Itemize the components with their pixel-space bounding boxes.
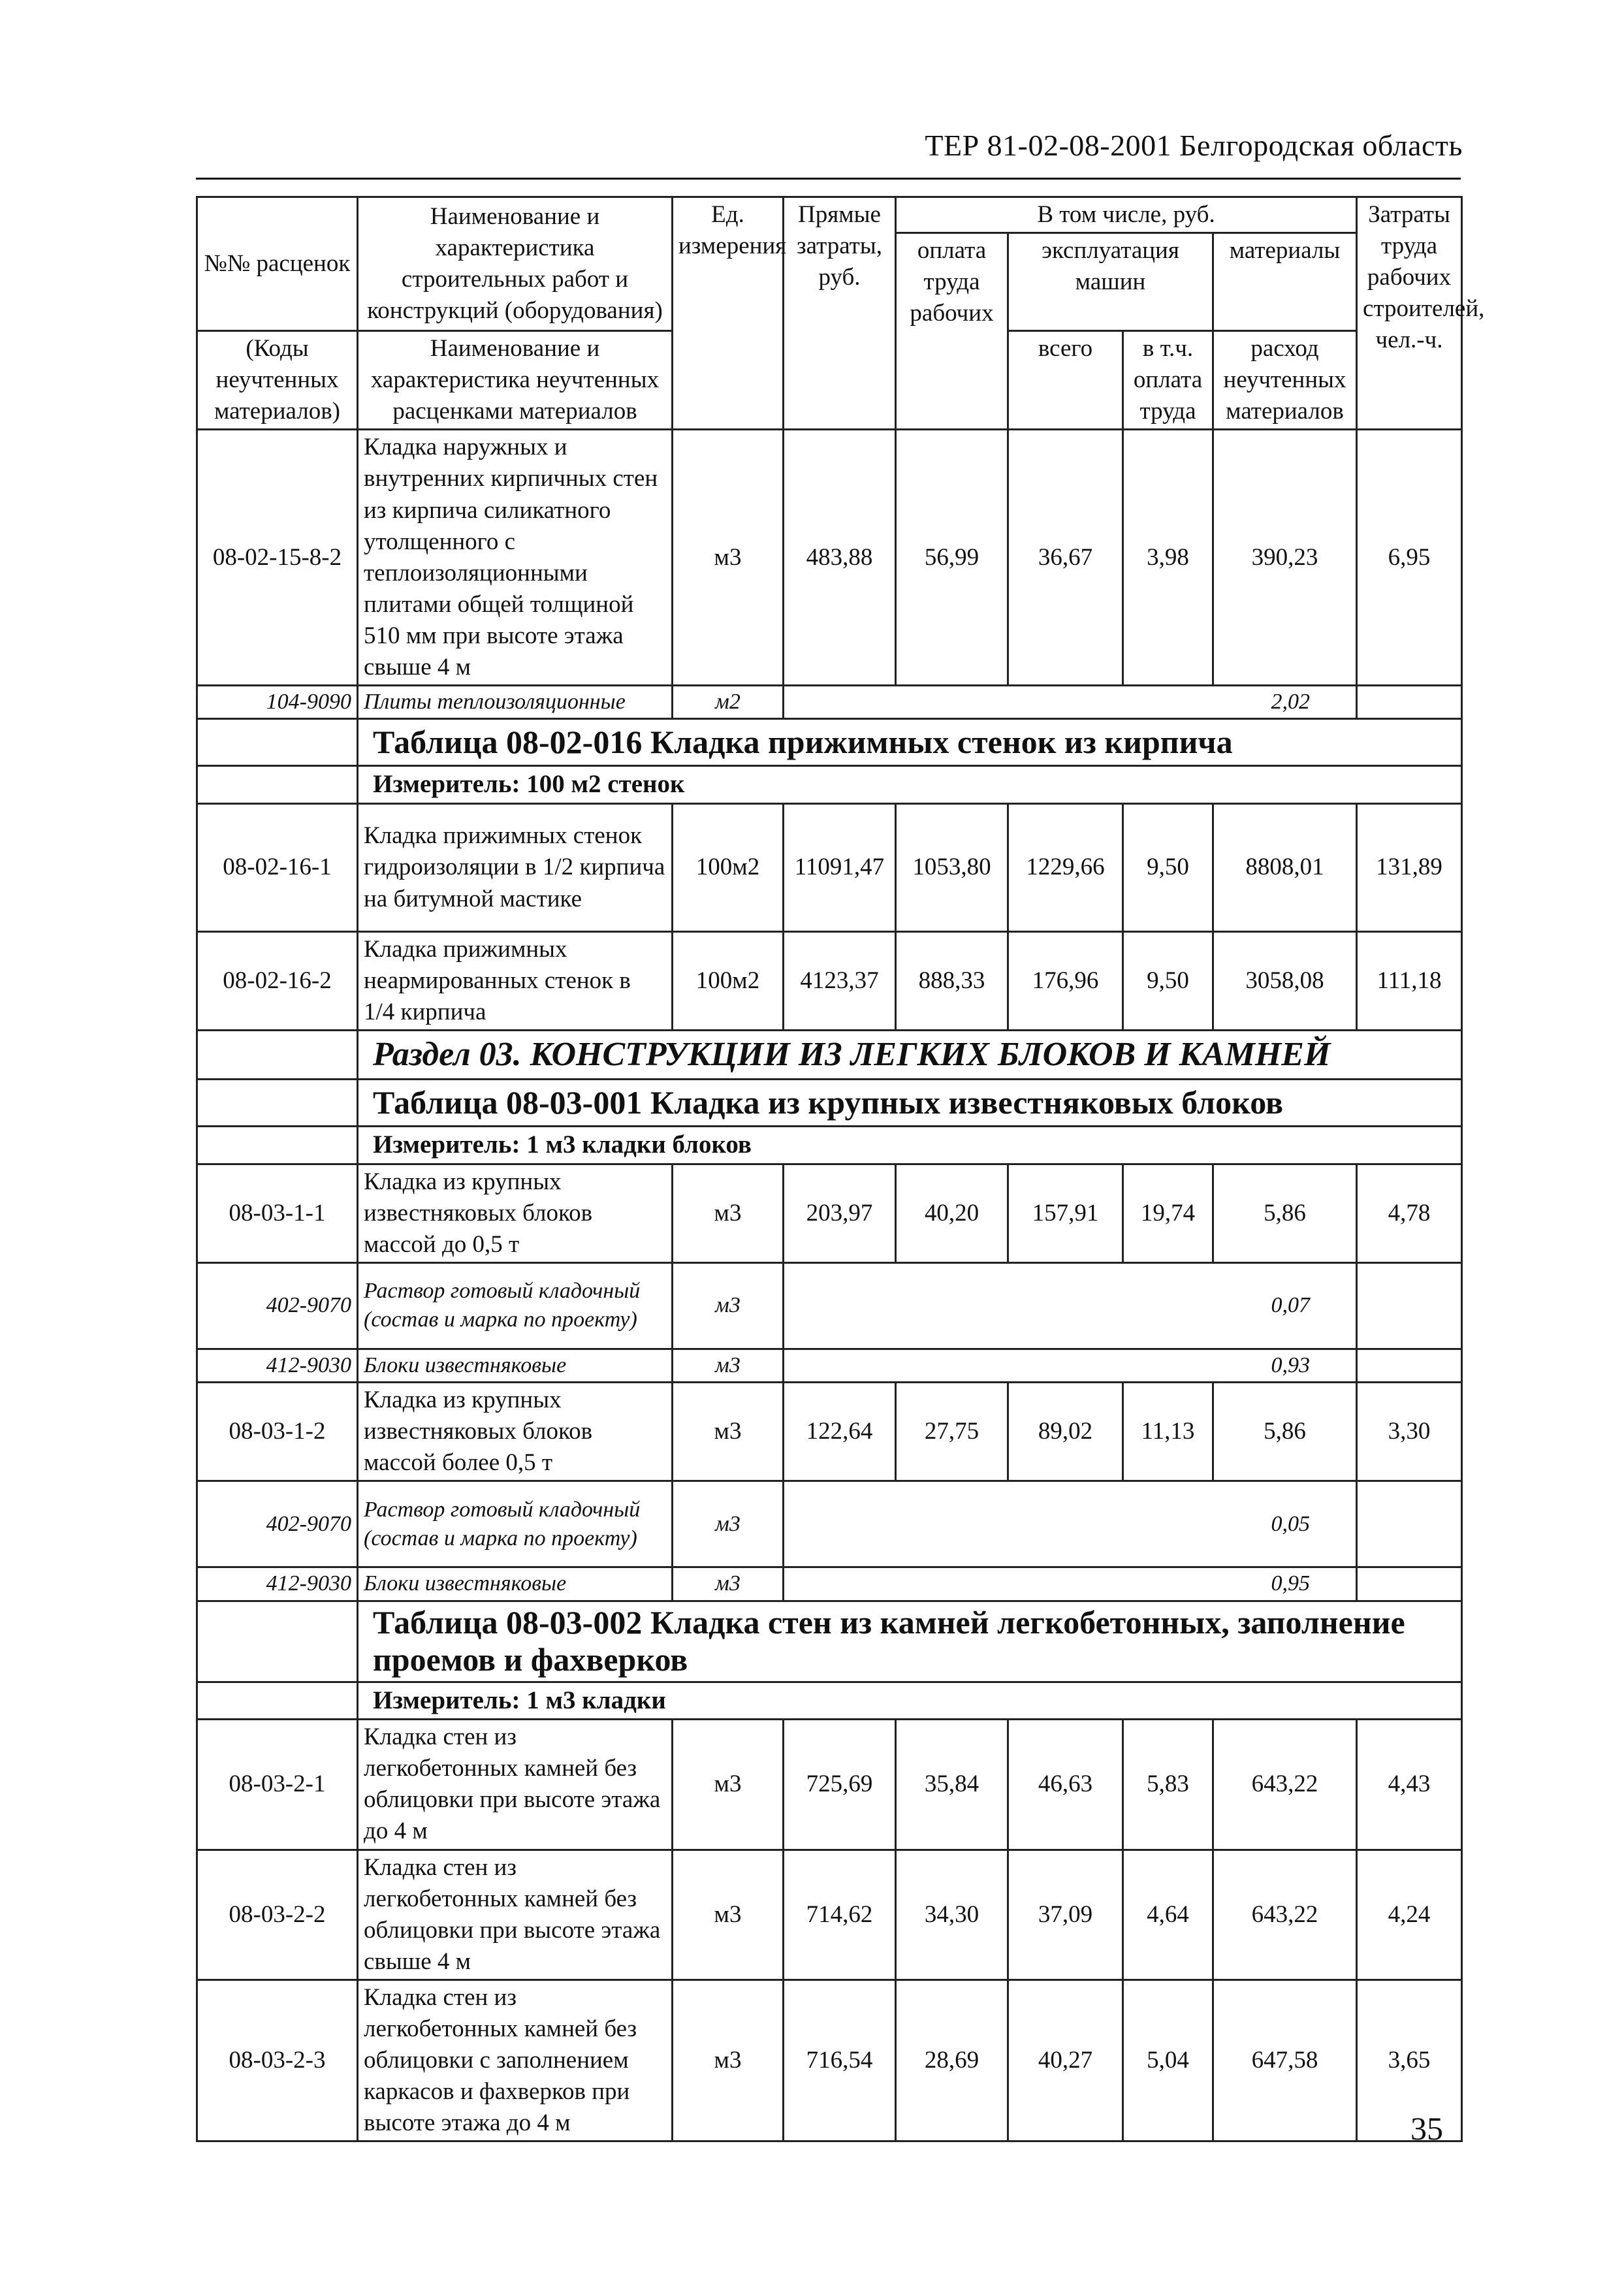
measure-label: Измеритель: 1 м3 кладки блоков [358, 1126, 1462, 1164]
col-incl: В том числе, руб. [896, 197, 1357, 233]
page-number: 35 [1410, 2110, 1443, 2147]
section-title: Раздел 03. КОНСТРУКЦИИ ИЗ ЛЕГКИХ БЛОКОВ И КАМНЕЙ [358, 1031, 1462, 1080]
material-row: 402-9070 Раствор готовый кладочный (состав и марка по проекту) м3 0,05 [197, 1481, 1462, 1567]
table-title: Таблица 08-02-016 Кладка прижимных стенок из кирпича [358, 719, 1462, 766]
col-consumption: расход неучтенных материалов [1213, 331, 1357, 430]
material-row: 104-9090 Плиты теплоизоляционные м2 2,02 [197, 686, 1462, 719]
document-header: ТЕР 81-02-08-2001 Белгородская область [925, 129, 1463, 162]
col-direct: Прямые затраты, руб. [784, 197, 896, 430]
col-name-materials: Наименование и характеристика неучтенных расценками материалов [358, 331, 673, 430]
table-row: 08-03-1-2 Кладка из крупных известняковых блоков массой более 0,5 т м3 122,64 27,75 89,02 11,13 5,86 3,30 [197, 1383, 1462, 1481]
col-materials: материалы [1213, 233, 1357, 331]
material-row: 402-9070 Раствор готовый кладочный (состав и марка по проекту) м3 0,07 [197, 1262, 1462, 1349]
table-row: 08-03-2-1 Кладка стен из легкобетонных камней без облицовки при высоте этажа до 4 м м3 725,69 35,84 46,63 5,83 643,22 4,43 [197, 1720, 1462, 1850]
header-rule [196, 178, 1461, 180]
table-row: 08-02-16-1 Кладка прижимных стенок гидроизоляции в 1/2 кирпича на битумной мастике 100м2 11091,47 1053,80 1229,66 9,50 8808,01 131,89 [197, 804, 1462, 932]
col-total: всего [1008, 331, 1123, 430]
table-row: 08-03-2-2 Кладка стен из легкобетонных камней без облицовки при высоте этажа свыше 4 м м3 714,62 34,30 37,09 4,64 643,22 4,24 [197, 1850, 1462, 1980]
measure-row [197, 1682, 1462, 1720]
col-labor: Затраты труда рабочих строителей, чел.-ч. [1357, 197, 1462, 430]
col-unit: Ед. измерения [673, 197, 784, 430]
price-table [196, 196, 1485, 2142]
col-incl-pay: в т.ч. оплата труда [1123, 331, 1213, 430]
measure-row [197, 766, 1462, 804]
col-labor-pay: оплата труда рабочих [896, 233, 1008, 430]
table-title-row [197, 719, 1462, 766]
col-code: №№ расценок [197, 197, 358, 331]
header-row-1 [197, 197, 1462, 233]
material-row: 412-9030 Блоки известняковые м3 0,93 [197, 1349, 1462, 1382]
measure-label: Измеритель: 100 м2 стенок [358, 766, 1462, 804]
col-name: Наименование и характеристика строительных работ и конструкций (оборудования) [358, 197, 673, 331]
row-code: 08-02-15-8-2 [197, 430, 358, 686]
table-row: 08-03-1-1 Кладка из крупных известняковых блоков массой до 0,5 т м3 203,97 40,20 157,91 19,74 5,86 4,78 [197, 1164, 1462, 1262]
table-title: Таблица 08-03-001 Кладка из крупных известняковых блоков [358, 1079, 1462, 1126]
material-row: 412-9030 Блоки известняковые м3 0,95 [197, 1567, 1462, 1601]
table-row: 08-03-2-3 Кладка стен из легкобетонных камней без облицовки с заполнением каркасов и фахверков при высоте этажа до 4 м м3 716,54 28,69 40,27 5,04 647,58 3,65 [197, 1980, 1462, 2141]
table-title: Таблица 08-03-002 Кладка стен из камней легкобетонных, заполнение проемов и фахверков [358, 1601, 1462, 1682]
table-row: 08-02-15-8-2 Кладка наружных и внутренних кирпичных стен из кирпича силикатного утолщенного с теплоизоляционными плитами общей толщиной 510 мм при высоте этажа свыше 4 м м3 483,88 56,99 36,67 3,98 390,23 6,95 [197, 430, 1462, 686]
table-row: 08-02-16-2 Кладка прижимных неармированных стенок в 1/4 кирпича 100м2 4123,37 888,33 176,96 9,50 3058,08 111,18 [197, 932, 1462, 1031]
measure-row [197, 1126, 1462, 1164]
row-name: Кладка наружных и внутренних кирпичных стен из кирпича силикатного утолщенного с теплоизоляционными плитами общей толщиной 510 мм при высоте этажа свыше 4 м [358, 430, 673, 686]
col-code-materials: (Коды неучтенных материалов) [197, 331, 358, 430]
measure-label: Измеритель: 1 м3 кладки [358, 1682, 1462, 1720]
table-title-row [197, 1601, 1462, 1682]
section-row [197, 1031, 1462, 1080]
table-title-row [197, 1079, 1462, 1126]
col-machines: эксплуатация машин [1008, 233, 1213, 331]
